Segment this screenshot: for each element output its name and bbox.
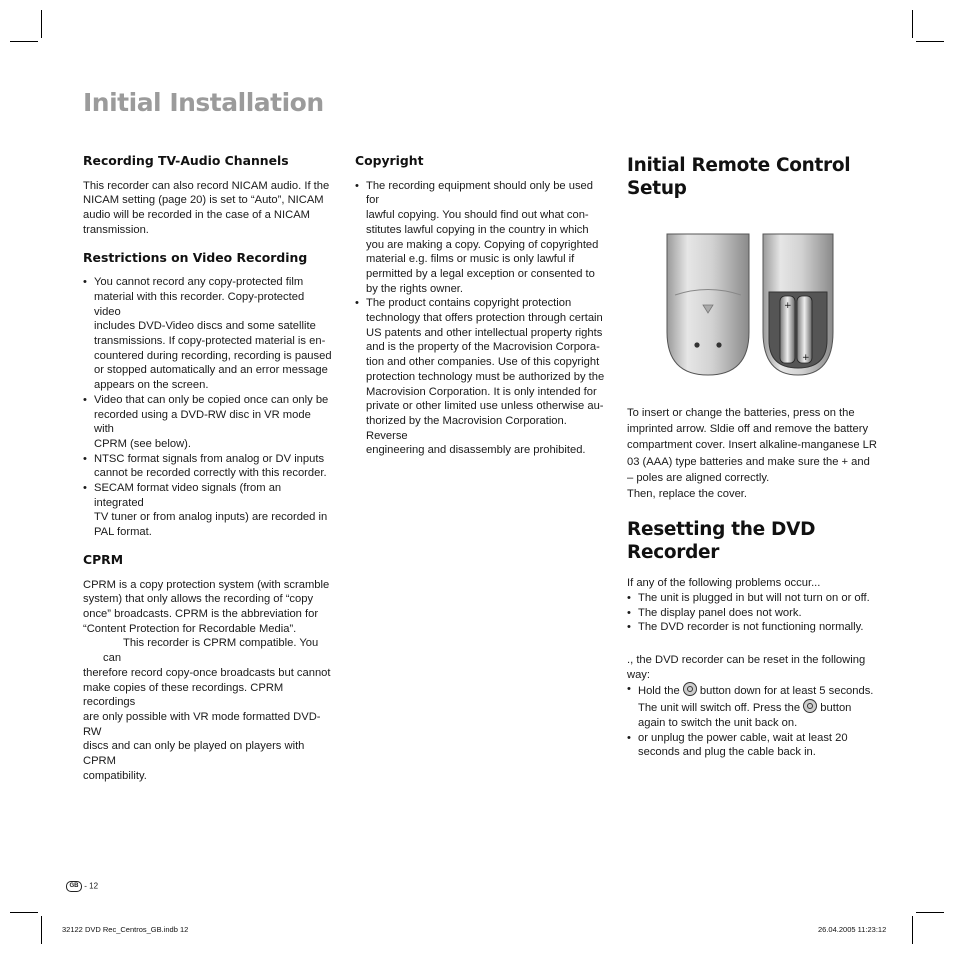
crop-mark <box>10 41 38 42</box>
crop-mark <box>41 916 42 944</box>
list-item: • The recording equipment should only be used for lawful copying. You should find out what con- stitutes lawful copying in the country in which you are making a copy. Copying of copyrighted material e.g. films or music is only lawful if permitted by a legal exception or consented to by the rights owner. <box>355 179 605 297</box>
list-item: • The product contains copyright protection technology that offers protection through certain US patents and other intellectual property rights and is the property of the Macrovision Corpora- tion and other companies. Use of this copyright protection technology must be authorized by the Macrovision Corporation. It is only intended for private or other limited use unless otherwise au- thorized by the Macrovision Corporation. Reverse engineering and disassembly are prohibited. <box>355 296 605 458</box>
restrictions-list <box>83 275 333 540</box>
reset-steps-list <box>627 682 877 760</box>
crop-mark <box>912 916 913 944</box>
paragraph-cprm-1: CPRM is a copy protection system (with scramble system) that only allows the recording of “copy once” broadcasts. CPRM is the abbreviation for “Content Protection for Recordable Media”. <box>83 578 330 635</box>
section-heading-tv-audio: Recording TV-Audio Channels <box>83 153 289 168</box>
remote-front <box>667 234 749 375</box>
list-item: • The DVD recorder is not functioning normally. <box>627 620 877 635</box>
footer-file: 32122 DVD Rec_Centros_GB.indb 12 <box>62 925 189 934</box>
crop-mark <box>916 912 944 913</box>
list-item: • Video that can only be copied once can only be recorded using a DVD-RW disc in VR mode with CPRM (see below). <box>83 393 333 452</box>
battery-plus-label: + <box>802 353 810 363</box>
crop-mark <box>916 41 944 42</box>
paragraph-battery: To insert or change the batteries, press on the imprinted arrow. Sldie off and remove the battery compartment cover. Insert alkaline-manganese LR 03 (AAA) type batteries and make sure the + and – poles are aligned correctly. Then, replace the cover. <box>627 407 877 501</box>
column-right <box>627 154 877 760</box>
crop-mark <box>10 912 38 913</box>
battery-plus-label: + <box>784 301 792 311</box>
reset-lead: ., the DVD recorder can be reset in the following way: <box>627 654 866 681</box>
paragraph-tv-audio: This recorder can also record NICAM audio. If the NICAM setting (page 20) is set to “Auto”, NICAM audio will be recorded in the case of a NICAM transmission. <box>83 179 330 236</box>
footer-datetime: 26.04.2005 11:23:12 <box>818 925 887 934</box>
reset-intro: If any of the following problems occur... <box>627 577 821 590</box>
list-item: • Hold the button down for at least 5 seconds. The unit will switch off. Press the button again to switch the unit back on. <box>627 682 877 730</box>
list-item: • The unit is plugged in but will not turn on or off. <box>627 591 877 606</box>
section-heading-reset: Resetting the DVD Recorder <box>627 519 816 564</box>
section-heading-cprm: CPRM <box>83 551 124 567</box>
crop-mark <box>912 10 913 38</box>
list-item: • SECAM format video signals (from an integrated TV tuner or from analog inputs) are recorded in PAL format. <box>83 481 333 540</box>
list-item: • NTSC format signals from analog or DV inputs cannot be recorded correctly with this recorder. <box>83 452 333 481</box>
list-item: • You cannot record any copy-protected film material with this recorder. Copy-protected video includes DVD-Video discs and some satellite transmissions. If copy-protected material is en- countered during recording, recording is paused or stopped automatically and an error message appears on the screen. <box>83 275 333 393</box>
region-badge: GB <box>66 881 82 892</box>
list-item: • The display panel does not work. <box>627 606 877 621</box>
section-heading-restrictions: Restrictions on Video Recording <box>83 249 308 265</box>
column-middle <box>355 154 605 458</box>
remote-control-image <box>637 232 847 382</box>
paragraph-cprm-2: This recorder is CPRM compatible. You can therefore record copy-once broadcasts but cannot make copies of these recordings. CPRM recordings are only possible with VR mode formatted DVD-RW discs and can only be played on players with CPRM compatibility. <box>83 637 331 782</box>
remote-control-illustration <box>637 232 877 382</box>
power-button-icon <box>803 699 817 713</box>
section-heading-copyright: Copyright <box>355 153 424 168</box>
page-number: GB - 12 <box>66 881 98 892</box>
list-item: • or unplug the power cable, wait at least 20 seconds and plug the cable back in. <box>627 731 877 760</box>
crop-mark <box>41 10 42 38</box>
power-button-icon <box>683 682 697 696</box>
copyright-list <box>355 179 605 458</box>
column-left <box>83 154 333 783</box>
problems-list <box>627 591 877 635</box>
page-title: Initial Installation <box>83 88 324 117</box>
section-heading-remote-setup: Initial Remote Control Setup <box>627 155 851 199</box>
